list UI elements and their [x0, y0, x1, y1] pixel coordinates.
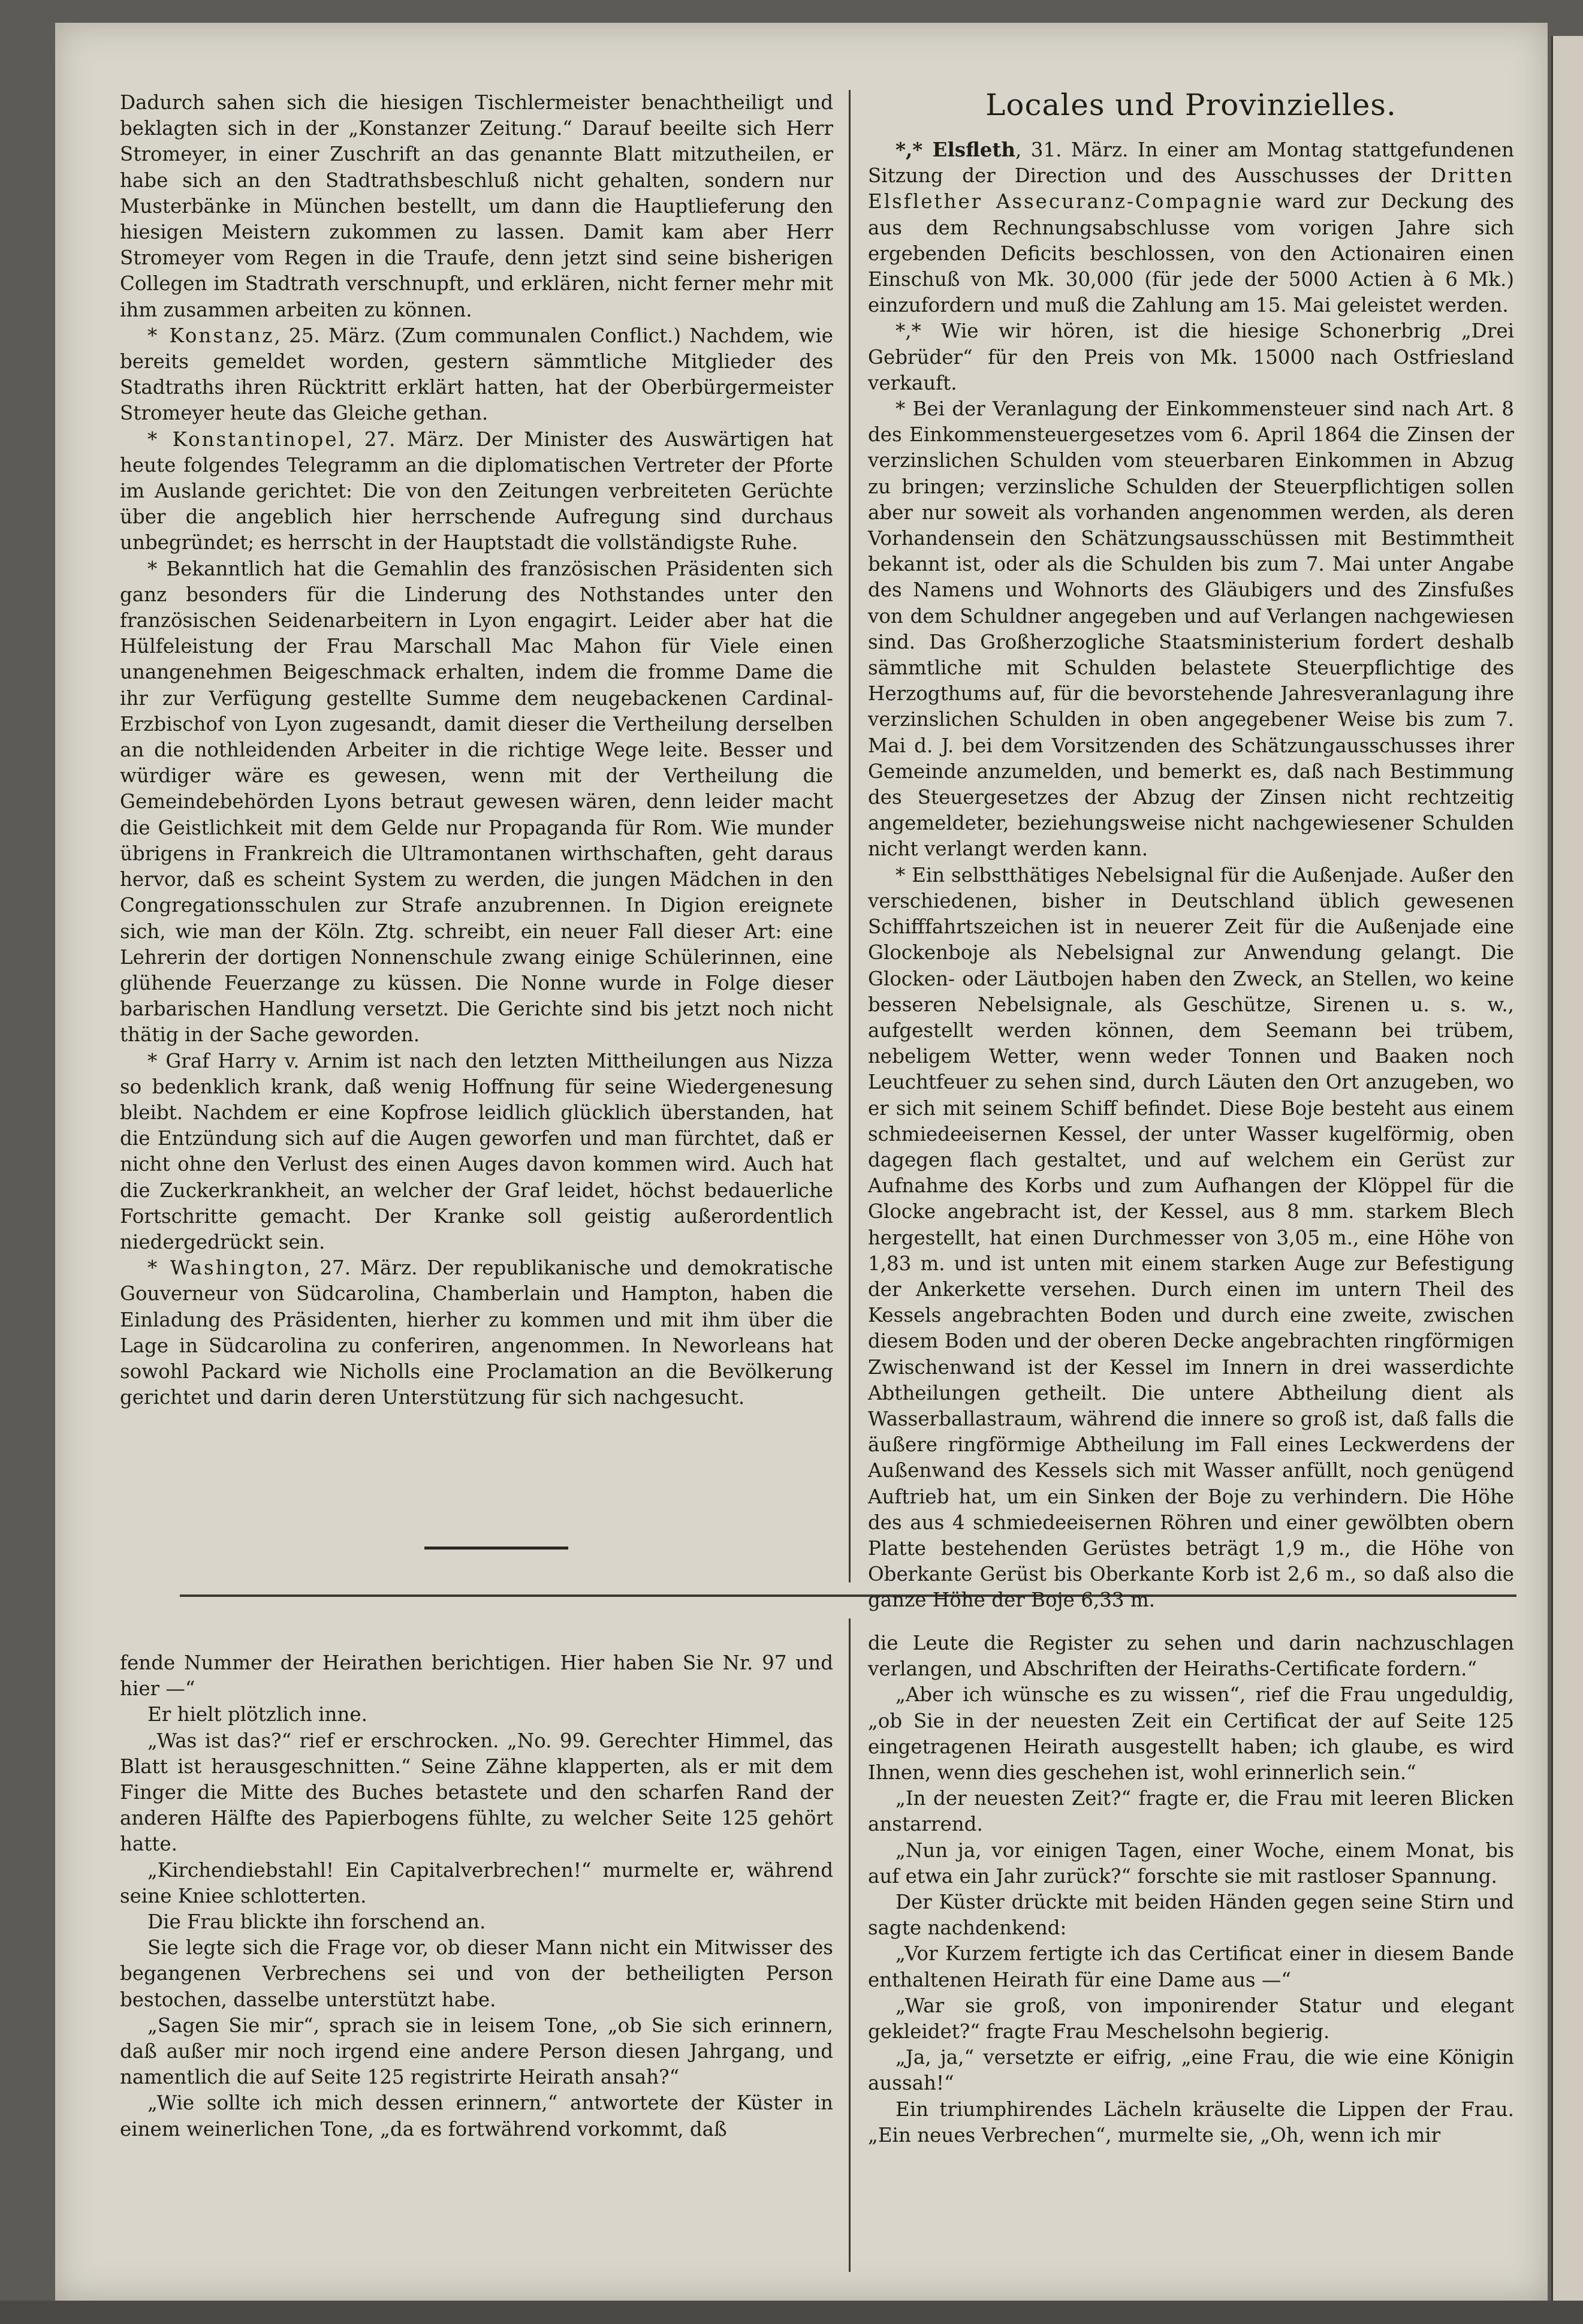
dateline: * Washington: [147, 1256, 304, 1280]
feuilleton-column-right: [868, 1630, 1514, 2148]
dateline: * Konstantinopel: [147, 427, 346, 451]
article-tischlermeister: Dadurch sahen sich die hiesigen Tischlermeister benachtheiligt und beklagten sich in der „Konstanzer Zeitung.“ Darauf beeilte sich Herr Stromeyer, in einer Zuschrift an das genannte Blatt mitzutheilen, er habe sich an den Stadtrathsbeschluß nicht gehalten, sondern nur Musterbänke in München bestellt, um dann die Hauptlieferung den hiesigen Meistern zukommen zu lassen. Damit kam aber Herr Stromeyer vom Regen in die Traufe, denn jetzt sind seine bisherigen Collegen im Stadtrath verschnupft, und erklären, nicht ferner mehr mit ihm zusammen arbeiten zu können.: [120, 91, 833, 321]
dateline: *,* Elsfleth: [895, 138, 1016, 161]
story-paragraph: Die Frau blickte ihn forschend an.: [147, 1910, 486, 1934]
article-arnim: * Graf Harry v. Arnim ist nach den letzten Mittheilungen aus Nizza so bedenklich krank, daß wenig Hoffnung für seine Wiedergenesung bleibt. Nachdem er eine Kopfrose leidlich glücklich überstanden, hat die Entzündung sich auf die Augen geworfen und man fürchtet, daß er nicht ohne den Verlust des einen Auges davon kommen wird. Auch hat die Zuckerkrankheit, an welcher der Graf leidet, höchst bedauerliche Fortschritte gemacht. Der Kranke soll geistig außerordentlich niedergedrückt sein.: [120, 1049, 833, 1253]
article-end-rule: [424, 1547, 568, 1550]
article-elsfleth: *,* Elsfleth, 31. März. In einer am Montag stattgefundenen Sitzung der Direction und des Ausschusses der Dritten Elsflether Assecuranz-Compagnie ward zur Deckung des aus dem Rechnungsabschlusse vom vorigen Jahre sich ergebenden Deficits beschlossen, von den Actionairen einen Einschuß von Mk. 30,000 (für jede der 5000 Actien à 6 Mk.) einzufordern und muß die Zahlung am 15. Mai geleistet werden.: [868, 138, 1514, 317]
story-paragraph: Er hielt plötzlich inne.: [147, 1703, 367, 1726]
story-paragraph: „Vor Kurzem fertigte ich das Certificat einer in diesem Bande enthaltenen Heirath für eine Dame aus —“: [868, 1942, 1514, 1991]
story-paragraph: „Nun ja, vor einigen Tagen, einer Woche, einem Monat, bis auf etwa ein Jahr zurück?“ forschte sie mit rastloser Spannung.: [868, 1838, 1514, 1888]
story-paragraph: „In der neuesten Zeit?“ fragte er, die Frau mit leeren Blicken anstarrend.: [868, 1787, 1514, 1836]
local-news-column: [868, 137, 1514, 1614]
story-paragraph: Sie legte sich die Frage vor, ob dieser Mann nicht ein Mitwisser des begangenen Verbrechens sei und von der betheiligten Person bestochen, dasselbe unterstützt habe.: [120, 1936, 833, 2011]
story-paragraph: „Kirchendiebstahl! Ein Capitalverbrechen!“ murmelte er, während seine Kniee schlotterten.: [120, 1858, 833, 1907]
article-einkommensteuer: * Bei der Veranlagung der Einkommensteuer sind nach Art. 8 des Einkommensteuergesetzes vom 6. April 1864 die Zinsen der verzinslichen Schulden vom steuerbaren Einkommen in Abzug zu bringen; verzinsliche Schulden der Steuerpflichtigen sollen aber nur soweit als vorhanden angenommen werden, als deren Vorhandensein den Schätzungsausschüssen mit Bestimmtheit bekannt ist, oder als die Schulden bis zum 7. Mai unter Angabe des Namens und Wohnorts des Gläubigers und des Zinsfußes von dem Schuldner angegeben und auf Verlangen nachgewiesen sind. Das Großherzogliche Staatsministerium fordert deshalb sämmtliche mit Schulden belastete Steuerpflichtige des Herzogthums auf, für die bevorstehende Jahresveranlagung ihre verzinslichen Schulden in oben angegebener Weise bis zum 7. Mai d. J. bei dem Vorsitzenden des Schätzungausschusses ihrer Gemeinde anzumelden, und bemerkt es, daß nach Bestimmung des Steuergesetzes der Abzug der Zinsen nicht rechtzeitig angemeldeter, beziehungsweise nicht nachgewiesener Schulden nicht verlangt werden kann.: [868, 397, 1514, 861]
story-paragraph: fende Nummer der Heirathen berichtigen. Hier haben Sie Nr. 97 und hier —“: [120, 1651, 833, 1701]
article-lyon: * Bekanntlich hat die Gemahlin des französischen Präsidenten sich ganz besonders für die Linderung des Nothstandes unter den französischen Seidenarbeitern in Lyon engagirt. Leider aber hat die Hülfeleistung der Frau Marschall Mac Mahon für Viele einen unangenehmen Beigeschmack erhalten, indem die fromme Dame die ihr zur Verfügung gestellte Summe dem neugebackenen Cardinal-Erzbischof von Lyon zugesandt, damit dieser die Vertheilung derselben an die nothleidenden Arbeiter in die richtige Wege leite. Besser und würdiger wäre es gewesen, wenn mit der Vertheilung die Gemeindebehörden Lyons betraut gewesen wären, denn leider macht die Geistlichkeit mit dem Gelde nur Propaganda für Rom. Wie munder übrigens in Frankreich die Ultramontanen wirthschaften, geht daraus hervor, daß es scheint System zu werden, die jungen Mädchen in den Congregationsschulen zur Strafe anzubrennen. In Digion ereignete sich, wie man der Köln. Ztg. schreibt, ein neuer Fall dieser Art: eine Lehrerin der dortigen Nonnenschule zwang einige Schülerinnen, eine glühende Feuerzange zu küssen. Die Nonne wurde in Folge dieser barbarischen Handlung versetzt. Die Gerichte sind bis jetzt noch nicht thätig in der Sache geworden.: [120, 557, 833, 1047]
column-divider-top: [849, 90, 851, 1583]
story-paragraph: „Ja, ja,“ versetzte er eifrig, „eine Frau, die wie eine Königin aussah!“: [868, 2046, 1514, 2095]
dateline: * Graf Harry v. Arnim: [147, 1049, 369, 1072]
article-schonerbrig: *,* Wie wir hören, ist die hiesige Schonerbrig „Drei Gebrüder“ für den Preis von Mk. 15000 nach Ostfriesland verkauft.: [868, 319, 1514, 394]
dateline: * Konstanz: [147, 324, 275, 347]
story-paragraph: „Was ist das?“ rief er erschrocken. „No. 99. Gerechter Himmel, das Blatt ist herausgeschnitten.“ Seine Zähne klapperten, als er mit dem Finger die Mitte des Buches betastete und den scharfen Rand der anderen Hälfte des Papierbogens fühlte, zu welcher Seite 125 gehört hatte.: [120, 1729, 833, 1856]
story-paragraph: „Sagen Sie mir“, sprach sie in leisem Tone, „ob Sie sich erinnern, daß außer mir noch irgend eine andere Person diesen Jahrgang, und namentlich die auf Seite 125 registrirte Heirath ansah?“: [120, 2013, 833, 2089]
news-column-left: [120, 90, 833, 1410]
story-paragraph: Der Küster drückte mit beiden Händen gegen seine Stirn und sagte nachdenkend:: [868, 1891, 1514, 1940]
story-paragraph: „War sie groß, von imponirender Statur und elegant gekleidet?“ fragte Frau Meschelsohn begierig.: [868, 1994, 1514, 2043]
story-paragraph: die Leute die Register zu sehen und darin nachzuschlagen verlangen, und Abschriften der Heiraths-Certificate fordern.“: [868, 1632, 1514, 1681]
article-washington: * Washington, 27. März. Der republikanische und demokratische Gouverneur von Südcarolina, Chamberlain und Hampton, haben die Einladung des Präsidenten, hierher zu kommen und mit ihm über die Lage in Südcarolina zu conferiren, angenommen. In Neworleans hat sowohl Packard wie Nicholls eine Proclamation an die Bevölkerung gerichtet und darin deren Unterstützung für sich nachgesucht.: [120, 1256, 833, 1409]
story-paragraph: „Wie sollte ich mich dessen erinnern,“ antwortete der Küster in einem weinerlichen Tone, „da es fortwährend vorkommt, daß: [120, 2091, 833, 2141]
story-paragraph: „Aber ich wünsche es zu wissen“, rief die Frau ungeduldig, „ob Sie in der neuesten Zeit ein Certificat der auf Seite 125 eingetragenen Heirath ausgestellt haben; ich glaube, es wird Ihnen, wenn dies geschehen ist, wohl erinnerlich sein.“: [868, 1683, 1514, 1785]
article-konstanz: * Konstanz, 25. März. (Zum communalen Conflict.) Nachdem, wie bereits gemeldet worden, gestern sämmtliche Mitglieder des Stadtraths ihren Rücktritt erklärt hatten, hat der Oberbürgermeister Stromeyer heute das Gleiche gethan.: [120, 324, 833, 425]
column-divider-bottom: [849, 1618, 851, 2272]
story-paragraph: Ein triumphirendes Lächeln kräuselte die Lippen der Frau. „Ein neues Verbrechen“, murmelte sie, „Oh, wenn ich mir: [868, 2097, 1514, 2147]
section-heading: Locales und Provinzielles.: [985, 88, 1397, 122]
company-name: Dritten Elsflether Assecuranz-Compagnie: [868, 164, 1514, 213]
article-konstantinopel: * Konstantinopel, 27. März. Der Minister des Auswärtigen hat heute folgendes Telegramm an die diplomatischen Vertreter der Pforte im Auslande gerichtet: Die von den Zeitungen verbreiteten Gerüchte über die angeblich hier herrschende Aufregung sind durchaus unbegründet; es herrscht in der Hauptstadt die vollständigste Ruhe.: [120, 427, 833, 554]
next-page-edge: [1551, 36, 1583, 2302]
article-nebelsignal: * Ein selbstthätiges Nebelsignal für die Außenjade. Außer den verschiedenen, bisher in Deutschland üblich gewesenen Schifffahrtszeichen ist in neuerer Zeit für die Außenjade eine Glockenboje als Nebelsignal zur Anwendung gelangt. Die Glocken- oder Läutbojen haben den Zweck, an Stellen, wo keine besseren Nebelsignale, als Geschütze, Sirenen u. s. w., aufgestellt werden können, dem Seemann bei trübem, nebeligem Wetter, wenn weder Tonnen und Baaken noch Leuchtfeuer zu sehen sind, durch Läuten den Ort anzugeben, wo er sich mit seinem Schiff befindet. Diese Boje besteht aus einem schmiedeeisernen Kessel, der unter Wasser kugelförmig, oben dagegen flach gestaltet, und auf welchem ein Gerüst zur Aufnahme des Korbs und zum Aufhangen der Klöppel für die Glocke angebracht ist, der Kessel, aus 8 mm. starkem Blech hergestellt, hat einen Durchmesser von 3,05 m., eine Höhe von 1,83 m. und ist unten mit einem starken Auge zur Befestigung der Ankerkette versehen. Durch einen im untern Theil des Kessels angebrachten Boden und durch eine zweite, zwischen diesem Boden und der oberen Decke angebrachten ringförmigen Zwischenwand ist der Kessel im Innern in drei wasserdichte Abtheilungen getheilt. Die untere Abtheilung dient als Wasserballastraum, während die innere so groß ist, daß falls die äußere ringförmige Abtheilung im Fall eines Leckwerdens der Außenwand des Kessels sich mit Wasser anfüllt, noch genügend Auftrieb hat, um ein Sinken der Boje zu verhindern. Die Höhe des aus 4 schmiedeeisernen Röhren und einer gewölbten obern Platte bestehenden Gerüstes beträgt 1,9 m., die Höhe von Oberkante Gerüst bis Oberkante Korb ist 2,6 m., so daß also die ganze Höhe der Boje 6,33 m.: [868, 863, 1514, 1612]
feuilleton-column-left: [120, 1650, 833, 2142]
scan-background: [0, 2301, 1583, 2324]
